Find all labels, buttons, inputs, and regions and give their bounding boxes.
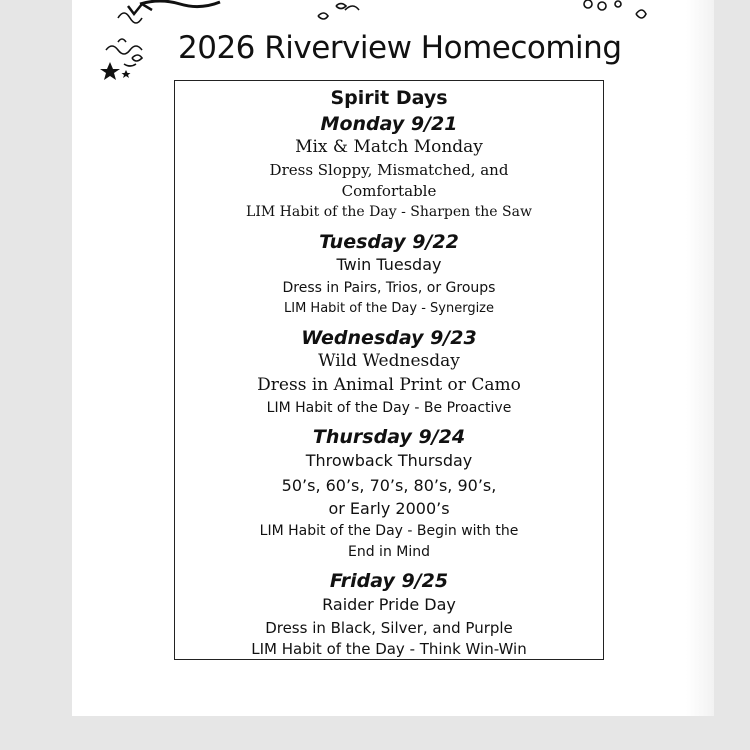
day-theme: Mix & Match Monday: [295, 137, 483, 157]
day-heading: Wednesday 9/23: [301, 327, 477, 349]
day-heading: Monday 9/21: [320, 113, 458, 135]
habit-of-day: LIM Habit of the Day - Begin with the: [259, 523, 519, 539]
section-heading: Spirit Days: [330, 87, 448, 109]
dress-instruction: Dress in Black, Silver, and Purple: [265, 619, 513, 637]
page-title: 2026 Riverview Homecoming: [178, 30, 622, 66]
dress-instruction: Dress Sloppy, Mismatched, and: [269, 161, 509, 179]
day-heading: Tuesday 9/22: [319, 231, 459, 253]
habit-of-day: LIM Habit of the Day - Think Win-Win: [251, 640, 527, 658]
day-heading: Friday 9/25: [329, 570, 449, 592]
dress-instruction: 50’s, 60’s, 70’s, 80’s, 90’s,: [281, 476, 497, 495]
habit-of-day: End in Mind: [348, 544, 430, 560]
day-theme: Throwback Thursday: [305, 451, 473, 470]
dress-instruction: or Early 2000’s: [328, 499, 450, 518]
habit-of-day: LIM Habit of the Day - Sharpen the Saw: [246, 204, 532, 220]
page-edge: [686, 0, 714, 716]
day-theme: Wild Wednesday: [318, 351, 460, 371]
day-heading: Thursday 9/24: [312, 426, 466, 448]
habit-of-day: LIM Habit of the Day - Synergize: [284, 301, 494, 316]
dress-instruction: Comfortable: [341, 182, 437, 200]
day-theme: Twin Tuesday: [336, 255, 442, 274]
dress-instruction: Dress in Animal Print or Camo: [257, 375, 521, 395]
day-theme: Raider Pride Day: [322, 595, 456, 614]
spirit-days-box: [174, 80, 604, 660]
habit-of-day: LIM Habit of the Day - Be Proactive: [266, 400, 512, 416]
dress-instruction: Dress in Pairs, Trios, or Groups: [282, 280, 496, 296]
